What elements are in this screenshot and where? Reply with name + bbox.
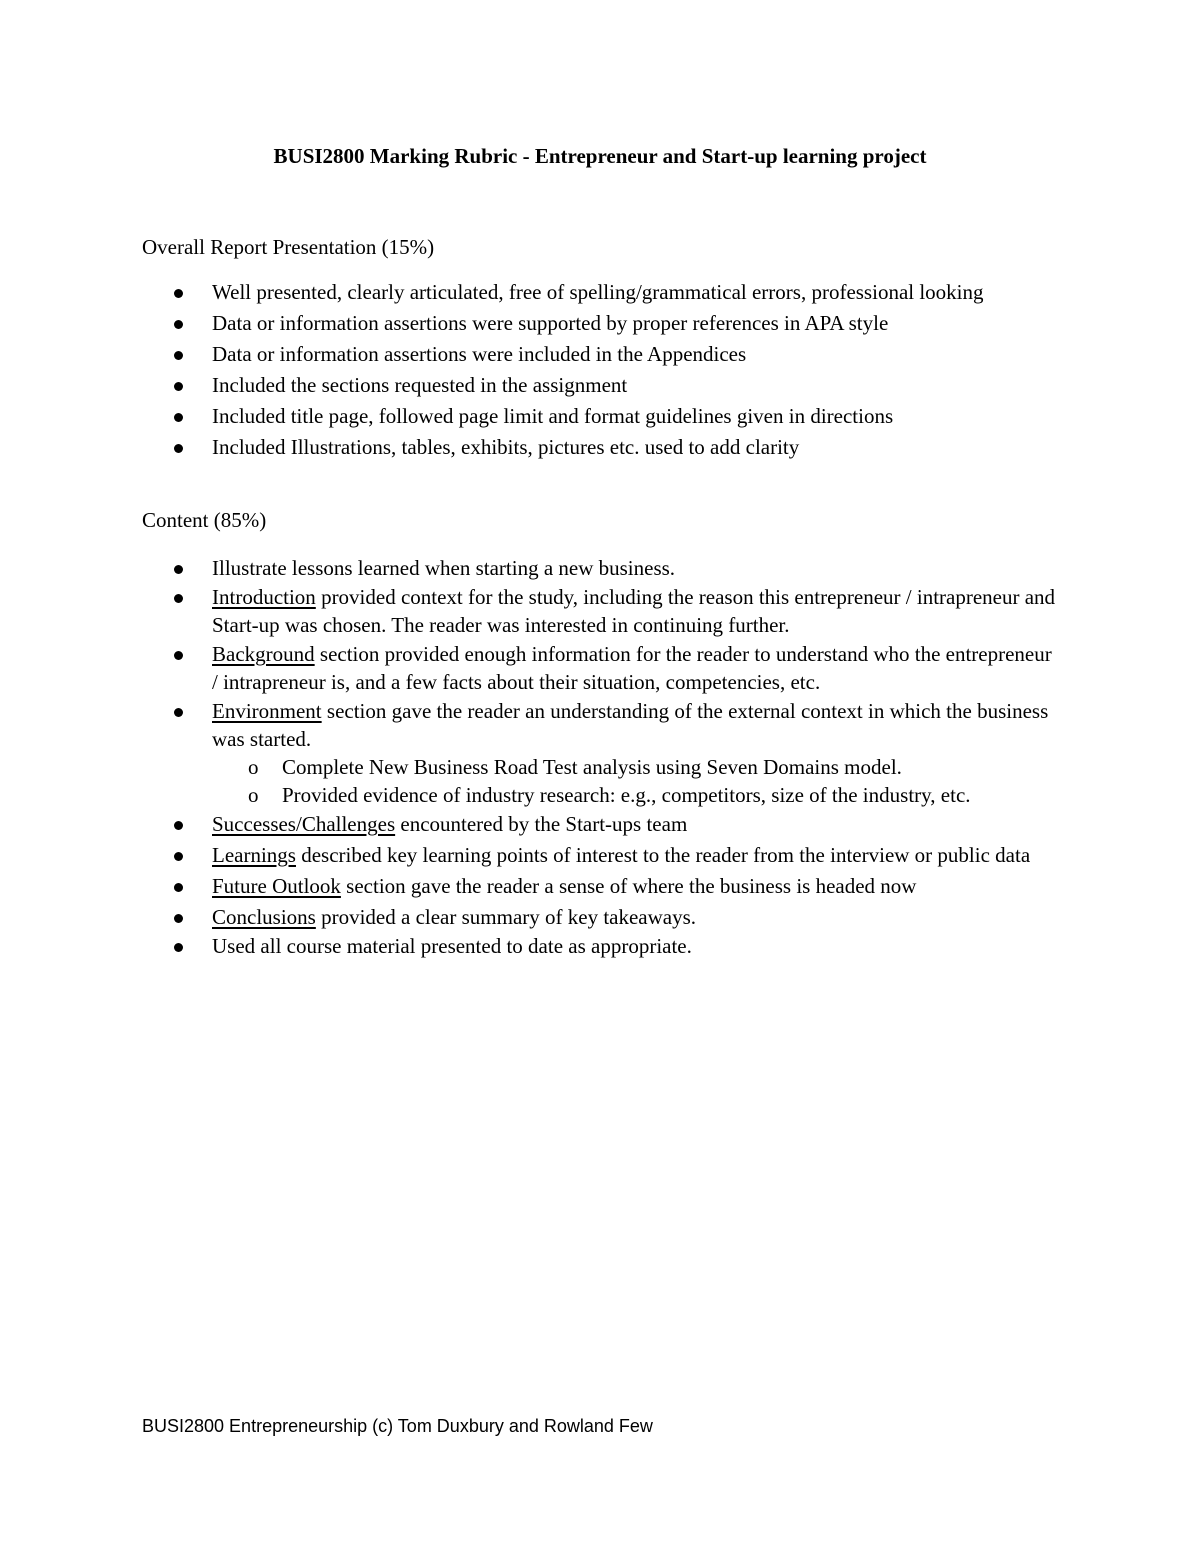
presentation-list [142, 278, 1062, 461]
list-item-text: Included the sections requested in the assignment [212, 373, 628, 397]
list-item-text: Illustrate lessons learned when starting a new business. [212, 556, 676, 580]
list-item-text: Included title page, followed page limit and format guidelines given in directions [212, 404, 894, 428]
list-item-text: encountered by the Start-ups team [395, 812, 688, 836]
environment-sublist [212, 753, 1062, 809]
bullet-icon [174, 852, 183, 861]
bullet-icon [174, 289, 183, 298]
bullet-icon [174, 708, 183, 717]
conclusions-lead: Conclusions [212, 905, 316, 929]
list-item-text: provided context for the study, including the reason this entrepreneur / intrapreneur and Start-up was chosen. The reader was interested in continuing further. [212, 585, 1056, 637]
list-item-text: Well presented, clearly articulated, free of spelling/grammatical errors, professional looking [212, 280, 984, 304]
sub-bullet-icon: o [248, 783, 259, 807]
list-item [142, 583, 1062, 639]
bullet-icon [174, 320, 183, 329]
list-item [142, 402, 1062, 430]
list-item [142, 554, 1062, 582]
introduction-lead: Introduction [212, 585, 316, 609]
sub-bullet-icon: o [248, 755, 259, 779]
list-item [142, 841, 1062, 869]
list-item [142, 371, 1062, 399]
bullet-icon [174, 413, 183, 422]
list-item [142, 640, 1062, 696]
future-outlook-lead: Future Outlook [212, 874, 341, 898]
list-item-text: section gave the reader an understanding of the external context in which the business was started. [212, 699, 1049, 751]
bullet-icon [174, 565, 183, 574]
bullet-icon [174, 821, 183, 830]
list-item-text: Included Illustrations, tables, exhibits, pictures etc. used to add clarity [212, 435, 800, 459]
list-item-text: section gave the reader a sense of where the business is headed now [340, 874, 917, 898]
background-lead: Background [212, 642, 315, 666]
list-item [142, 433, 1062, 461]
bullet-icon [174, 883, 183, 892]
bullet-icon [174, 351, 183, 360]
bullet-icon [174, 382, 183, 391]
page-footer: BUSI2800 Entrepreneurship (c) Tom Duxbury and Rowland Few [142, 1416, 653, 1436]
bullet-icon [174, 594, 183, 603]
list-item-text: Data or information assertions were included in the Appendices [212, 342, 747, 366]
list-item-text: Data or information assertions were supported by proper references in APA style [212, 311, 889, 335]
list-item [142, 932, 1062, 960]
list-item [142, 810, 1062, 838]
bullet-icon [174, 651, 183, 660]
list-item [142, 903, 1062, 931]
list-item [142, 340, 1062, 368]
bullet-icon [174, 914, 183, 923]
successes-lead: Successes/Challenges [212, 812, 396, 836]
learnings-lead: Learnings [212, 843, 296, 867]
list-item [142, 309, 1062, 337]
content-list [142, 554, 1062, 960]
list-item-text: described key learning points of interest to the reader from the interview or public data [295, 843, 1031, 867]
environment-lead: Environment [212, 699, 322, 723]
list-item-text: Used all course material presented to date as appropriate. [212, 934, 692, 958]
list-item [142, 872, 1062, 900]
list-item-text: section provided enough information for the reader to understand who the entrepreneur / intrapreneur is, and a few facts about their situation, competencies, etc. [212, 642, 1052, 694]
list-item-text: provided a clear summary of key takeaways. [315, 905, 697, 929]
list-item [142, 697, 1062, 809]
sub-list-item [212, 753, 1062, 781]
sub-list-item-text: Provided evidence of industry research: e.g., competitors, size of the industry, etc. [282, 783, 971, 807]
list-item [142, 278, 1062, 306]
bullet-icon [174, 444, 183, 453]
page-title: BUSI2800 Marking Rubric - Entrepreneur and Start-up learning project [273, 144, 927, 168]
sub-list-item [212, 781, 1062, 809]
sub-list-item-text: Complete New Business Road Test analysis using Seven Domains model. [282, 755, 902, 779]
bullet-icon [174, 943, 183, 952]
content-heading: Content (85%) [142, 508, 267, 532]
presentation-heading: Overall Report Presentation (15%) [142, 235, 435, 259]
